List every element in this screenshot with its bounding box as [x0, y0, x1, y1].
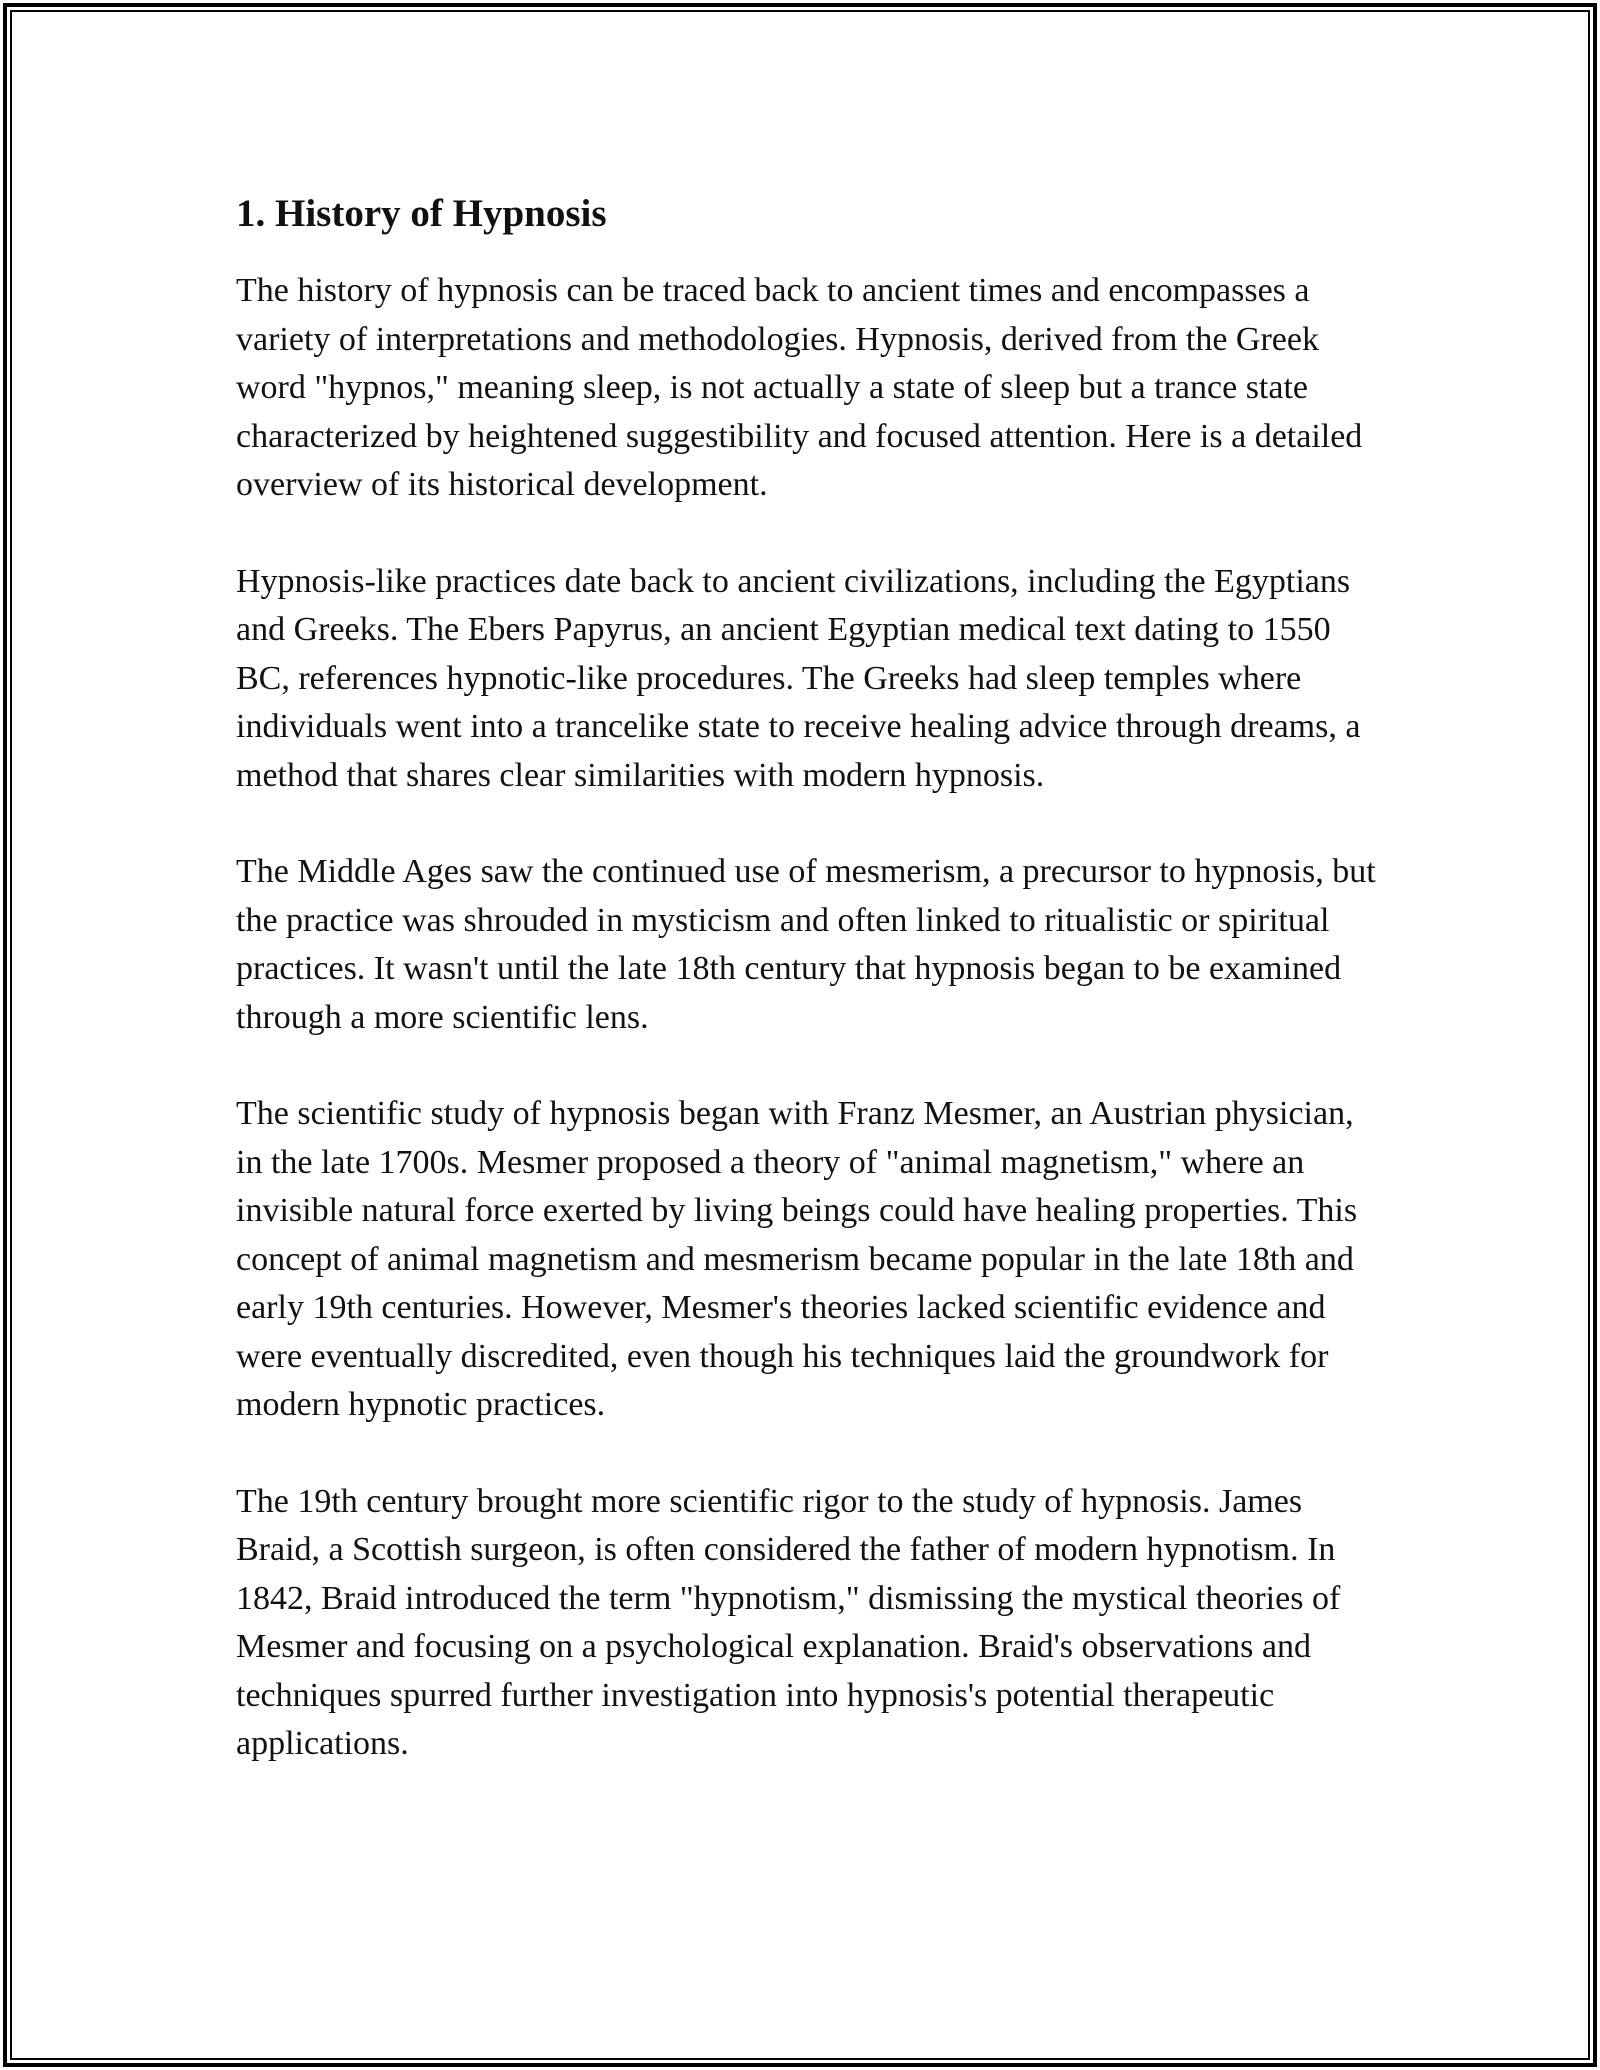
paragraph-braid: The 19th century brought more scientific rigor to the study of hypnosis. James Braid, a Scottish surgeon, is often considered the father of modern hypnotism. In 1842, Braid introduced the term "hypnotism," dismissing the mystical theories of Mesmer and focusing on a psychological explanation. Braid's observations and techniques spurred further investigation into hypnosis's potential therapeutic applications.	[236, 1482, 1341, 1762]
paragraph-ancient: Hypnosis-like practices date back to ancient civilizations, including the Egyptians and Greeks. The Ebers Papyrus, an ancient Egyptian medical text dating to 1550 BC, references hypnotic-like procedures. The Greeks had sleep temples where individuals went into a trancelike state to receive healing advice through dreams, a method that shares clear similarities with modern hypnosis.	[236, 562, 1361, 794]
paragraph-middle-ages: The Middle Ages saw the continued use of mesmerism, a precursor to hypnosis, but the practice was shrouded in mysticism and often linked to ritualistic or spiritual practices. It wasn't until the late 18th century that hypnosis began to be examined through a more scientific lens.	[236, 853, 1376, 1036]
document-body	[236, 185, 1376, 1769]
paragraph-intro: The history of hypnosis can be traced back to ancient times and encompasses a variety of interpretations and methodologies. Hypnosis, derived from the Greek word "hypnos," meaning sleep, is not actually a state of sleep but a trance state characterized by heightened suggestibility and focused attention. Here is a detailed overview of its historical development.	[236, 272, 1363, 503]
section-heading: 1. History of Hypnosis	[236, 192, 607, 235]
paragraph-mesmer: The scientific study of hypnosis began with Franz Mesmer, an Austrian physician, in the late 1700s. Mesmer proposed a theory of "animal magnetism," where an invisible natural force exerted by living beings could have healing properties. This concept of animal magnetism and mesmerism became popular in the late 18th and early 19th centuries. However, Mesmer's theories lacked scientific evidence and were eventually discredited, even though his techniques laid the groundwork for modern hypnotic practices.	[236, 1095, 1358, 1423]
